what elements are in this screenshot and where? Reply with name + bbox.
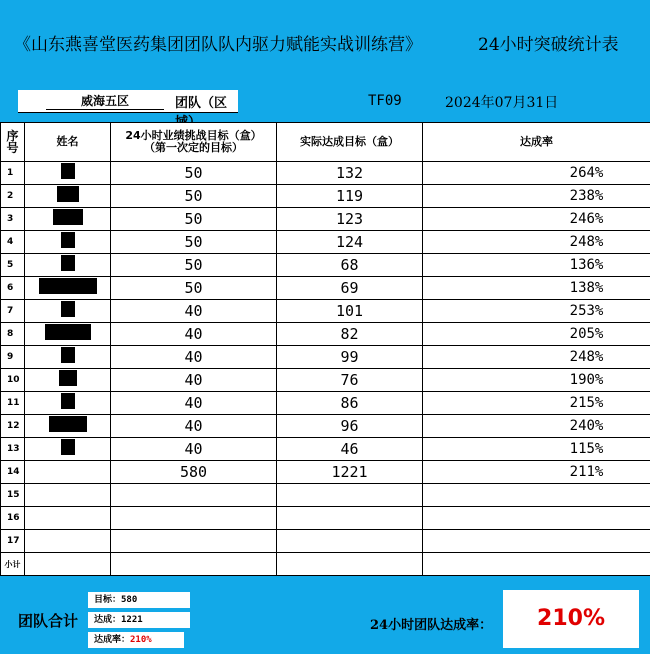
row-seq: 4 [1,231,25,254]
table-row [1,438,650,461]
row-seq: 15 [1,484,25,507]
redacted-name [39,278,97,294]
row-target: 40 [111,415,277,438]
row-actual [277,530,423,553]
row-actual: 69 [277,277,423,300]
row-target: 40 [111,438,277,461]
title-sub: 24小时突破统计表 [478,35,619,55]
summary-achieved-label: 达成： [94,615,122,625]
row-seq: 17 [1,530,25,553]
row-actual: 119 [277,185,423,208]
row-target [111,553,277,576]
row-target: 50 [111,162,277,185]
row-name [25,231,111,254]
row-seq: 5 [1,254,25,277]
table-row [1,185,650,208]
row-name [25,369,111,392]
summary-rate [88,632,184,648]
header-target: 24小时业绩挑战目标（盒）（第一次定的目标） [111,123,277,162]
row-actual: 86 [277,392,423,415]
row-seq: 12 [1,415,25,438]
row-seq: 2 [1,185,25,208]
row-rate: 248% [423,346,650,369]
redacted-name [61,163,75,179]
redacted-name [61,393,75,409]
table-row [1,484,650,507]
row-name [25,415,111,438]
row-name [25,507,111,530]
summary-target-value: 580 [121,595,138,605]
row-rate: 205% [423,323,650,346]
row-target: 50 [111,231,277,254]
header-seq: 序号 [1,123,25,162]
row-seq: 14 [1,461,25,484]
region-box [18,90,238,113]
row-rate [423,530,650,553]
redacted-name [57,186,79,202]
row-target [111,484,277,507]
region-name: 威海五区 [46,92,164,110]
row-name [25,185,111,208]
row-actual: 123 [277,208,423,231]
row-name [25,277,111,300]
table-row [1,208,650,231]
row-name [25,484,111,507]
summary-rate-value: 210% [130,635,152,645]
row-seq: 13 [1,438,25,461]
row-name [25,530,111,553]
row-rate [423,484,650,507]
team-code: TF09 [368,93,402,109]
summary-rate-label: 达成率： [94,635,131,645]
table-row [1,530,650,553]
row-actual: 68 [277,254,423,277]
row-seq: 6 [1,277,25,300]
row-rate: 115% [423,438,650,461]
row-actual [277,507,423,530]
row-target [111,530,277,553]
redacted-name [59,370,77,386]
row-rate [423,553,650,576]
redacted-name [61,347,75,363]
row-target: 50 [111,185,277,208]
table-header-row [1,123,650,162]
row-seq: 8 [1,323,25,346]
row-actual: 132 [277,162,423,185]
row-actual [277,553,423,576]
redacted-name [45,324,91,340]
table-row [1,507,650,530]
summary-target-label: 目标： [94,595,122,605]
row-rate: 211% [423,461,650,484]
stats-table [0,122,650,576]
table-row [1,231,650,254]
redacted-name [61,255,75,271]
row-rate: 248% [423,231,650,254]
row-rate: 138% [423,277,650,300]
row-rate: 264% [423,162,650,185]
row-actual: 96 [277,415,423,438]
row-actual: 82 [277,323,423,346]
row-target: 50 [111,208,277,231]
row-rate: 190% [423,369,650,392]
row-seq: 3 [1,208,25,231]
row-rate [423,507,650,530]
row-actual: 76 [277,369,423,392]
table-row [1,392,650,415]
row-target: 50 [111,254,277,277]
redacted-name [61,439,75,455]
team-rate-value: 210% [503,590,639,648]
row-name [25,208,111,231]
row-actual [277,484,423,507]
report-title [0,30,650,58]
row-name [25,323,111,346]
row-name [25,461,111,484]
redacted-name [49,416,87,432]
table-row [1,461,650,484]
footer [0,586,650,654]
row-seq: 7 [1,300,25,323]
row-target: 40 [111,323,277,346]
table-row [1,323,650,346]
row-actual: 124 [277,231,423,254]
row-seq: 10 [1,369,25,392]
table-row [1,162,650,185]
team-rate-label: 24小时团队达成率： [370,618,493,633]
title-main: 《山东燕喜堂医药集团团队队内驱力赋能实战训练营》 [14,35,422,55]
row-target: 40 [111,369,277,392]
info-row [0,90,650,114]
row-target [111,507,277,530]
table-body [1,162,650,576]
header-rate: 达成率 [423,123,650,162]
redacted-name [61,232,75,248]
row-rate: 215% [423,392,650,415]
row-name [25,346,111,369]
header-name: 姓名 [25,123,111,162]
header-actual: 实际达成目标（盒） [277,123,423,162]
table-row [1,369,650,392]
row-seq: 11 [1,392,25,415]
row-actual: 46 [277,438,423,461]
row-target: 50 [111,277,277,300]
table-row [1,254,650,277]
row-actual: 1221 [277,461,423,484]
row-rate: 246% [423,208,650,231]
report-date: 2024年07月31日 [445,95,559,111]
row-seq: 16 [1,507,25,530]
redacted-name [61,301,75,317]
row-seq: 1 [1,162,25,185]
row-name [25,162,111,185]
row-target: 40 [111,392,277,415]
row-name [25,553,111,576]
summary-achieved-value: 1221 [121,615,143,625]
table-row [1,300,650,323]
summary-target [88,592,190,608]
table-row [1,277,650,300]
redacted-name [53,209,83,225]
row-target: 580 [111,461,277,484]
row-target: 40 [111,300,277,323]
row-target: 40 [111,346,277,369]
row-actual: 101 [277,300,423,323]
table-row [1,415,650,438]
table-row [1,553,650,576]
row-name [25,254,111,277]
row-name [25,392,111,415]
row-seq: 9 [1,346,25,369]
team-total-label: 团队合计 [18,612,79,630]
row-actual: 99 [277,346,423,369]
row-name [25,438,111,461]
row-seq: 小计 [1,553,25,576]
row-rate: 136% [423,254,650,277]
row-rate: 240% [423,415,650,438]
table-row [1,346,650,369]
summary-achieved [88,612,190,628]
region-label: 团队（区 [175,96,228,111]
row-rate: 253% [423,300,650,323]
row-name [25,300,111,323]
row-rate: 238% [423,185,650,208]
